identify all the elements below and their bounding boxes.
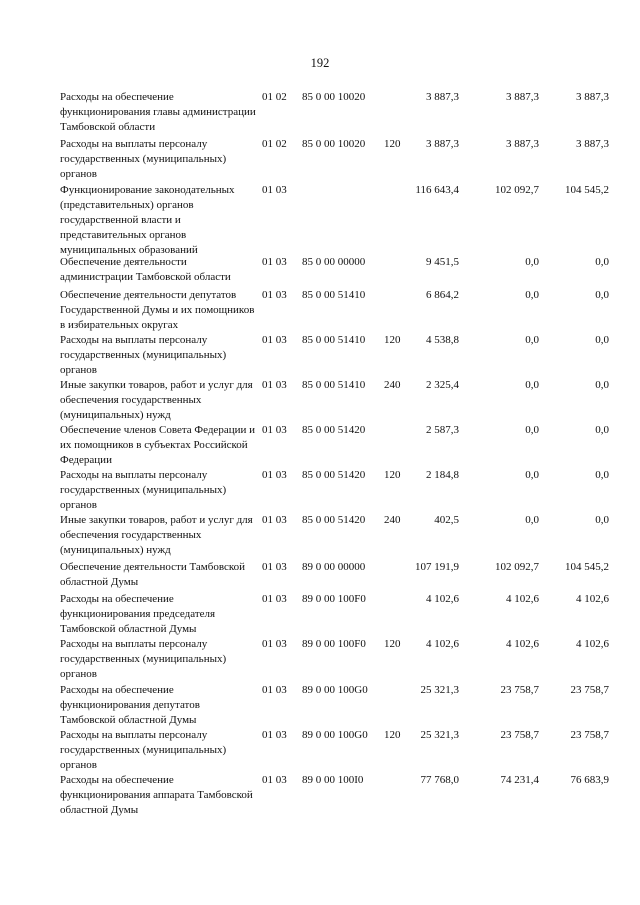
- row-amount-2: 23 758,7: [500, 684, 539, 696]
- row-section-code: 01 03: [262, 729, 287, 741]
- row-amount-2: 0,0: [525, 256, 539, 268]
- row-amount-2: 23 758,7: [500, 729, 539, 741]
- row-amount-2: 102 092,7: [495, 561, 539, 573]
- row-target-article: 85 0 00 00000: [302, 256, 366, 268]
- row-name: Расходы на выплаты персоналу государственных (муниципальных) органов: [60, 334, 227, 376]
- row-amount-1: 3 887,3: [426, 138, 459, 150]
- row-section-code: 01 02: [262, 138, 287, 150]
- row-target-article: 85 0 00 51410: [302, 334, 366, 346]
- row-amount-3: 104 545,2: [565, 561, 609, 573]
- row-section-code: 01 03: [262, 289, 287, 301]
- row-name: Обеспечение деятельности администрации Тамбовской области: [60, 256, 231, 283]
- row-amount-1: 4 538,8: [426, 334, 459, 346]
- row-amount-1: 4 102,6: [426, 593, 459, 605]
- row-expense-type: 120: [384, 729, 401, 741]
- row-name: Обеспечение членов Совета Федерации и их помощников в субъектах Российской Федерации: [60, 424, 255, 466]
- row-amount-2: 3 887,3: [506, 138, 539, 150]
- row-amount-1: 25 321,3: [420, 729, 459, 741]
- row-name: Расходы на обеспечение функционирования председателя Тамбовской областной Думы: [60, 593, 216, 635]
- row-amount-3: 23 758,7: [570, 729, 609, 741]
- row-amount-2: 0,0: [525, 469, 539, 481]
- row-target-article: 89 0 00 100G0: [302, 729, 368, 741]
- row-target-article: 85 0 00 10020: [302, 138, 366, 150]
- row-section-code: 01 03: [262, 184, 287, 196]
- row-amount-2: 0,0: [525, 379, 539, 391]
- row-section-code: 01 03: [262, 774, 287, 786]
- row-amount-1: 2 587,3: [426, 424, 459, 436]
- row-section-code: 01 03: [262, 424, 287, 436]
- row-name: Иные закупки товаров, работ и услуг для обеспечения государственных (муниципальных) нужд: [60, 514, 253, 556]
- row-amount-3: 3 887,3: [576, 91, 609, 103]
- row-amount-3: 0,0: [595, 334, 609, 346]
- row-amount-1: 6 864,2: [426, 289, 459, 301]
- row-section-code: 01 03: [262, 684, 287, 696]
- row-amount-3: 3 887,3: [576, 138, 609, 150]
- row-amount-1: 2 184,8: [426, 469, 459, 481]
- row-name: Расходы на выплаты персоналу государственных (муниципальных) органов: [60, 469, 227, 511]
- row-name: Расходы на обеспечение функционирования главы администрации Тамбовской области: [60, 91, 256, 133]
- row-target-article: 89 0 00 100F0: [302, 638, 366, 650]
- row-amount-3: 104 545,2: [565, 184, 609, 196]
- row-expense-type: 240: [384, 514, 401, 526]
- row-amount-3: 0,0: [595, 424, 609, 436]
- row-amount-3: 76 683,9: [570, 774, 609, 786]
- page-number: 192: [310, 56, 330, 70]
- row-name: Расходы на обеспечение функционирования депутатов Тамбовской областной Думы: [60, 684, 200, 726]
- row-amount-2: 0,0: [525, 334, 539, 346]
- row-amount-1: 9 451,5: [426, 256, 459, 268]
- row-target-article: 89 0 00 100I0: [302, 774, 364, 786]
- row-target-article: 89 0 00 100G0: [302, 684, 368, 696]
- row-name: Расходы на обеспечение функционирования аппарата Тамбовской областной Думы: [60, 774, 253, 816]
- row-amount-2: 74 231,4: [500, 774, 539, 786]
- row-amount-1: 116 643,4: [415, 184, 459, 196]
- row-section-code: 01 03: [262, 561, 287, 573]
- row-name: Функционирование законодательных (представительных) органов государственной власти и представительных органов муниципальных образований: [60, 184, 235, 256]
- row-amount-3: 0,0: [595, 379, 609, 391]
- row-section-code: 01 03: [262, 469, 287, 481]
- row-amount-3: 0,0: [595, 514, 609, 526]
- row-expense-type: 120: [384, 469, 401, 481]
- row-amount-3: 0,0: [595, 289, 609, 301]
- row-expense-type: 240: [384, 379, 401, 391]
- row-amount-3: 4 102,6: [576, 593, 609, 605]
- row-amount-3: 0,0: [595, 256, 609, 268]
- row-section-code: 01 03: [262, 256, 287, 268]
- row-section-code: 01 03: [262, 638, 287, 650]
- row-amount-2: 4 102,6: [506, 593, 539, 605]
- row-amount-1: 402,5: [434, 514, 459, 526]
- row-amount-3: 4 102,6: [576, 638, 609, 650]
- row-target-article: 85 0 00 51420: [302, 424, 366, 436]
- row-amount-2: 0,0: [525, 289, 539, 301]
- row-target-article: 85 0 00 51420: [302, 514, 366, 526]
- row-amount-1: 77 768,0: [420, 774, 459, 786]
- row-expense-type: 120: [384, 334, 401, 346]
- row-target-article: 85 0 00 51420: [302, 469, 366, 481]
- row-amount-1: 4 102,6: [426, 638, 459, 650]
- row-target-article: 85 0 00 51410: [302, 379, 366, 391]
- row-amount-2: 3 887,3: [506, 91, 539, 103]
- row-section-code: 01 02: [262, 91, 287, 103]
- row-amount-1: 107 191,9: [415, 561, 459, 573]
- row-amount-2: 4 102,6: [506, 638, 539, 650]
- row-target-article: 89 0 00 100F0: [302, 593, 366, 605]
- row-target-article: 89 0 00 00000: [302, 561, 366, 573]
- row-target-article: 85 0 00 51410: [302, 289, 366, 301]
- row-expense-type: 120: [384, 638, 401, 650]
- row-name: Расходы на выплаты персоналу государственных (муниципальных) органов: [60, 729, 227, 771]
- row-section-code: 01 03: [262, 379, 287, 391]
- row-amount-3: 0,0: [595, 469, 609, 481]
- row-amount-2: 102 092,7: [495, 184, 539, 196]
- row-amount-1: 3 887,3: [426, 91, 459, 103]
- row-amount-1: 2 325,4: [426, 379, 459, 391]
- row-target-article: 85 0 00 10020: [302, 91, 366, 103]
- row-section-code: 01 03: [262, 514, 287, 526]
- row-amount-2: 0,0: [525, 424, 539, 436]
- row-section-code: 01 03: [262, 334, 287, 346]
- row-name: Иные закупки товаров, работ и услуг для обеспечения государственных (муниципальных) нужд: [60, 379, 253, 421]
- row-name: Обеспечение деятельности депутатов Государственной Думы и их помощников в избирательных округах: [60, 289, 255, 331]
- row-name: Расходы на выплаты персоналу государственных (муниципальных) органов: [60, 138, 227, 180]
- row-amount-3: 23 758,7: [570, 684, 609, 696]
- row-expense-type: 120: [384, 138, 401, 150]
- row-amount-1: 25 321,3: [420, 684, 459, 696]
- row-section-code: 01 03: [262, 593, 287, 605]
- row-name: Обеспечение деятельности Тамбовской областной Думы: [60, 561, 246, 588]
- row-amount-2: 0,0: [525, 514, 539, 526]
- row-name: Расходы на выплаты персоналу государственных (муниципальных) органов: [60, 638, 227, 680]
